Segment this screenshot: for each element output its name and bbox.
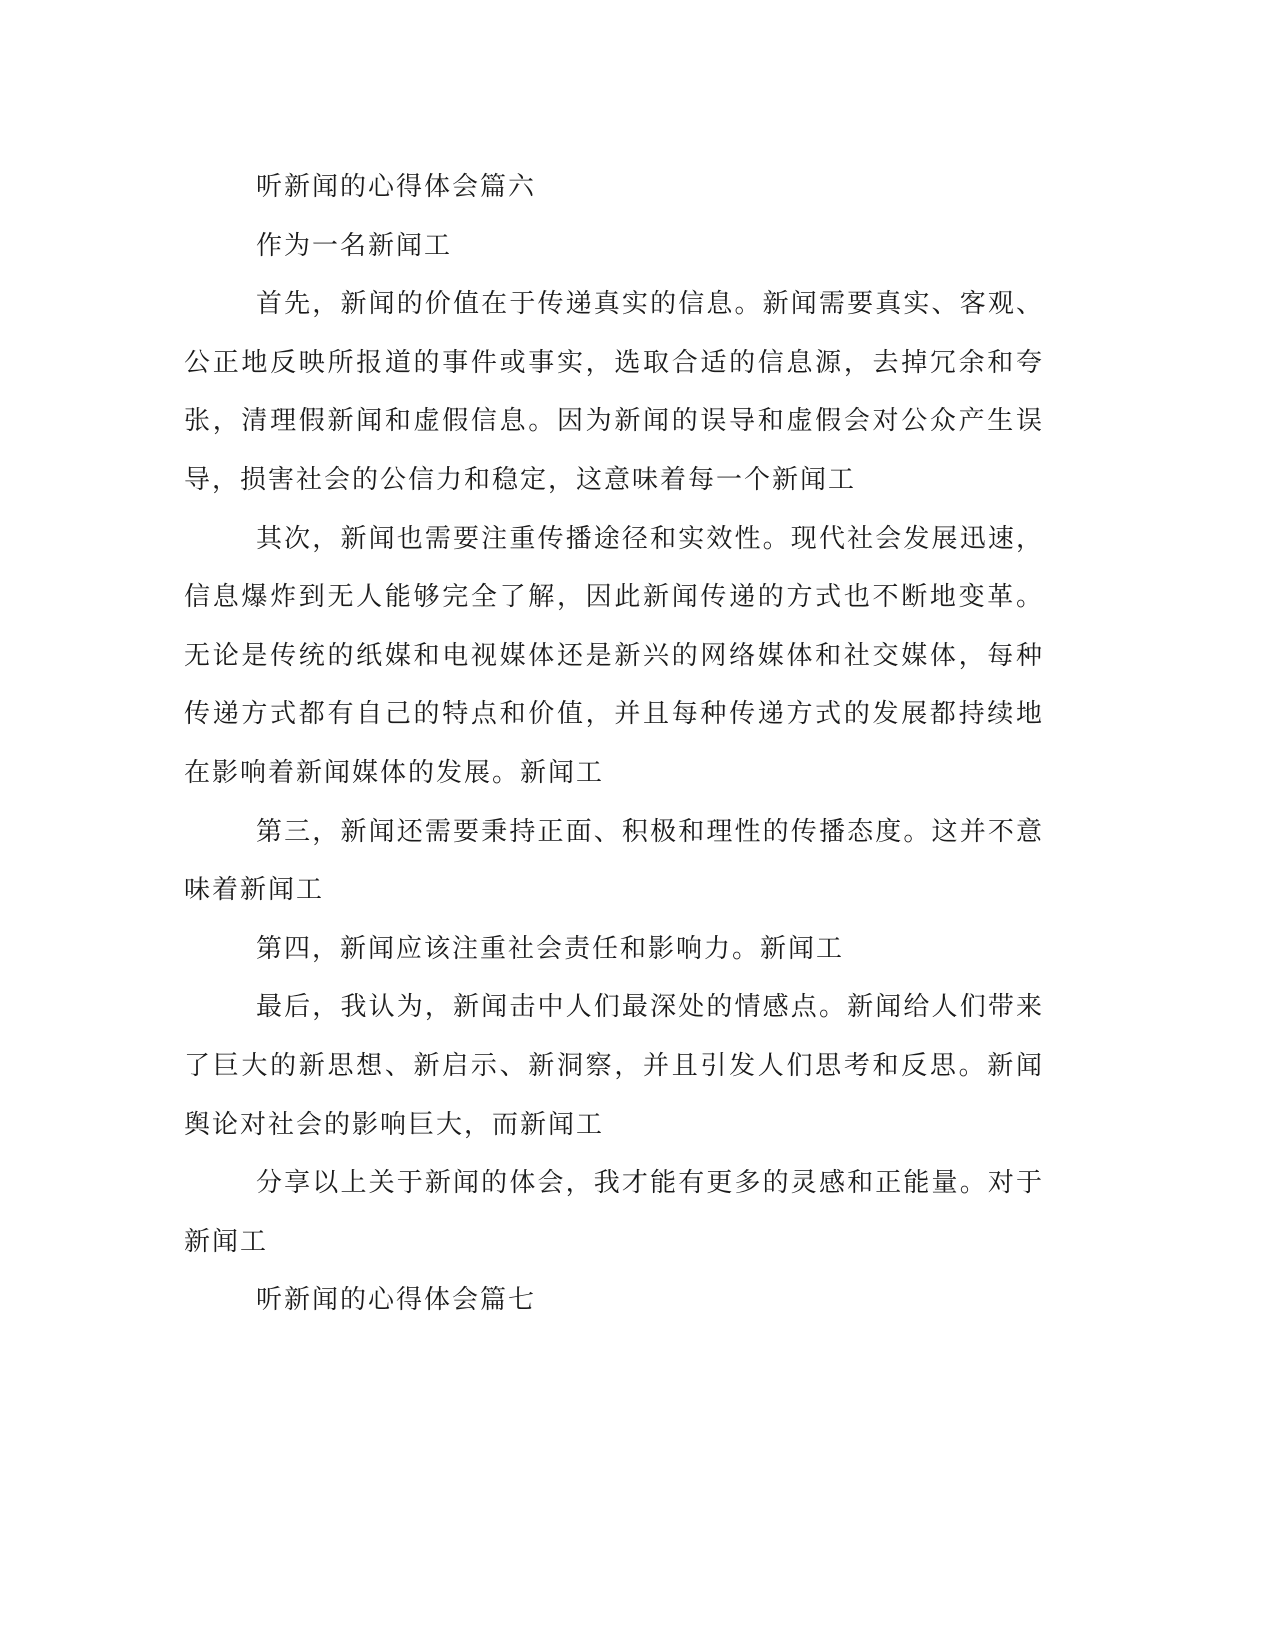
document-body — [184, 158, 1044, 1330]
paragraph-first: 首先，新闻的价值在于传递真实的信息。新闻需要真实、客观、公正地反映所报道的事件或事实，选取合适的信息源，去掉冗余和夸张，清理假新闻和虚假信息。因为新闻的误导和虚假会对公众产生误导，损害社会的公信力和稳定，这意味着每一个新闻工 — [184, 289, 1044, 495]
paragraph-intro: 作为一名新闻工 — [256, 230, 453, 261]
section-heading-6: 听新闻的心得体会篇六 — [256, 172, 537, 202]
paragraph-third: 第三，新闻还需要秉持正面、积极和理性的传播态度。这并不意味着新闻工 — [184, 816, 1044, 906]
paragraph-second: 其次，新闻也需要注重传播途径和实效性。现代社会发展迅速，信息爆炸到无人能够完全了解，因此新闻传递的方式也不断地变革。无论是传统的纸媒和电视媒体还是新兴的网络媒体和社交媒体，每种传递方式都有自己的特点和价值，并且每种传递方式的发展都持续地在影响着新闻媒体的发展。新闻工 — [184, 523, 1044, 788]
paragraph-share: 分享以上关于新闻的体会，我才能有更多的灵感和正能量。对于新闻工 — [184, 1168, 1044, 1257]
section-heading-7: 听新闻的心得体会篇七 — [256, 1285, 537, 1316]
paragraph-fourth: 第四，新闻应该注重社会责任和影响力。新闻工 — [256, 933, 845, 964]
paragraph-last: 最后，我认为，新闻击中人们最深处的情感点。新闻给人们带来了巨大的新思想、新启示、新洞察，并且引发人们思考和反思。新闻舆论对社会的影响巨大，而新闻工 — [184, 992, 1044, 1140]
